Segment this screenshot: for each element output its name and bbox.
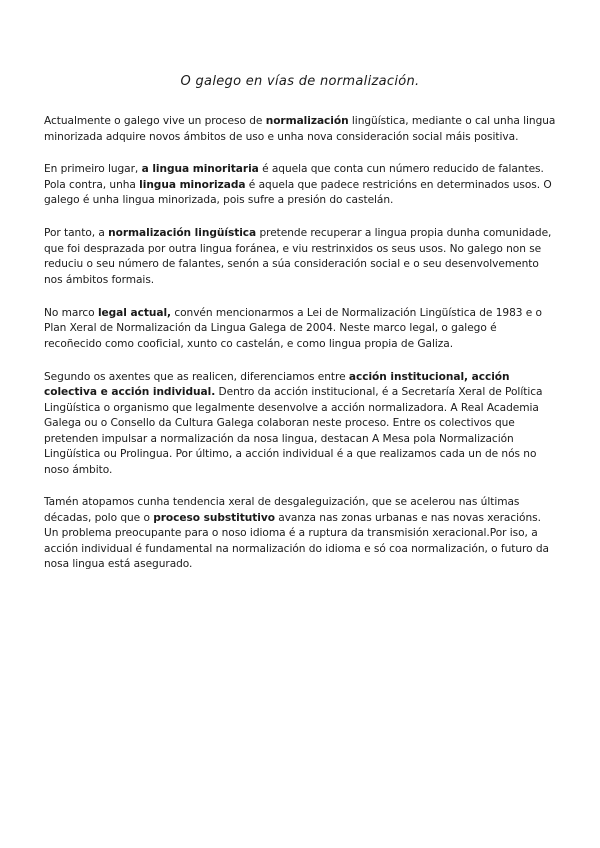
paragraph — [44, 162, 556, 209]
paragraph — [44, 226, 556, 288]
paragraph — [44, 114, 556, 145]
text-run: avanza nas zonas urbanas e nas novas xeracións. Un problema preocupante para o noso idioma é a ruptura da transmisión xeracional.Por iso, a acción individual é fundamental na normalización do idioma e só coa normalización, o futuro da nosa lingua está asegurado. — [44, 511, 549, 571]
text-run: Actualmente o galego vive un proceso de — [44, 115, 266, 127]
text-run: é aquela que conta cun número reducido de falantes. Pola contra, unha — [44, 163, 544, 191]
document-title: O galego en vías de normalización. — [180, 74, 420, 89]
paragraph — [44, 306, 556, 353]
text-run: En primeiro lugar, — [44, 163, 142, 176]
emphasized-term: normalización — [265, 115, 349, 127]
emphasized-term: legal actual, — [97, 306, 171, 319]
text-run: Segundo os axentes que as realicen, diferenciamos entre — [44, 370, 349, 383]
text-run: lingüística, mediante o cal unha lingua minorizada adquire novos ámbitos de uso e unha nova consideración social máis positiva. — [44, 115, 556, 143]
text-run: pretende recuperar a lingua propia dunha comunidade, que foi desprazada por outra lingua foránea, e viu restrinxidos os seus usos. No galego non se reduciu o seu número de falantes, senón a súa consideración social e o seu desenvolvemento nos ámbitos formais. — [44, 227, 552, 286]
emphasized-term: proceso substitutivo — [153, 511, 275, 524]
emphasized-term: a lingua minoritaria — [141, 163, 259, 176]
emphasized-term: lingua minorizada — [139, 178, 246, 191]
emphasized-term: normalización lingüística — [108, 227, 257, 240]
text-run: No marco — [44, 306, 98, 319]
text-run: Dentro da acción institucional, é a Secretaría Xeral de Política Lingüística o organismo que legalmente desenvolve a acción normalizadora. A Real Academia Galega ou o Consello da Cultura Galega colaboran neste proceso. Entre os colectivos que pretenden impulsar a normalización da nosa lingua, destacan A Mesa pola Normalización Lingüística ou Prolingua. Por último, a acción individual é a que realizamos cada un de nós no noso ámbito. — [44, 386, 543, 476]
text-run: convén mencionarmos a Lei de Normalización Lingüística de 1983 e o Plan Xeral de Normalización da Lingua Galega de 2004. Neste marco legal, o galego é recoñecido como cooficial, xunto co castelán, e como lingua propia de Galiza. — [44, 306, 542, 350]
document-body — [44, 114, 556, 590]
emphasized-term: acción institucional, acción colectiva e acción individual. — [44, 370, 510, 399]
paragraph — [44, 370, 556, 479]
text-run: Tamén atopamos cunha tendencia xeral de desgaleguización, que se acelerou nas últimas décadas, polo que o — [44, 496, 520, 524]
paragraph — [44, 495, 556, 573]
text-run: Por tanto, a — [44, 227, 109, 240]
text-run: é aquela que padece restricións en determinados usos. O galego é unha lingua minorizada, pois sufre a presión do castelán. — [44, 178, 552, 207]
